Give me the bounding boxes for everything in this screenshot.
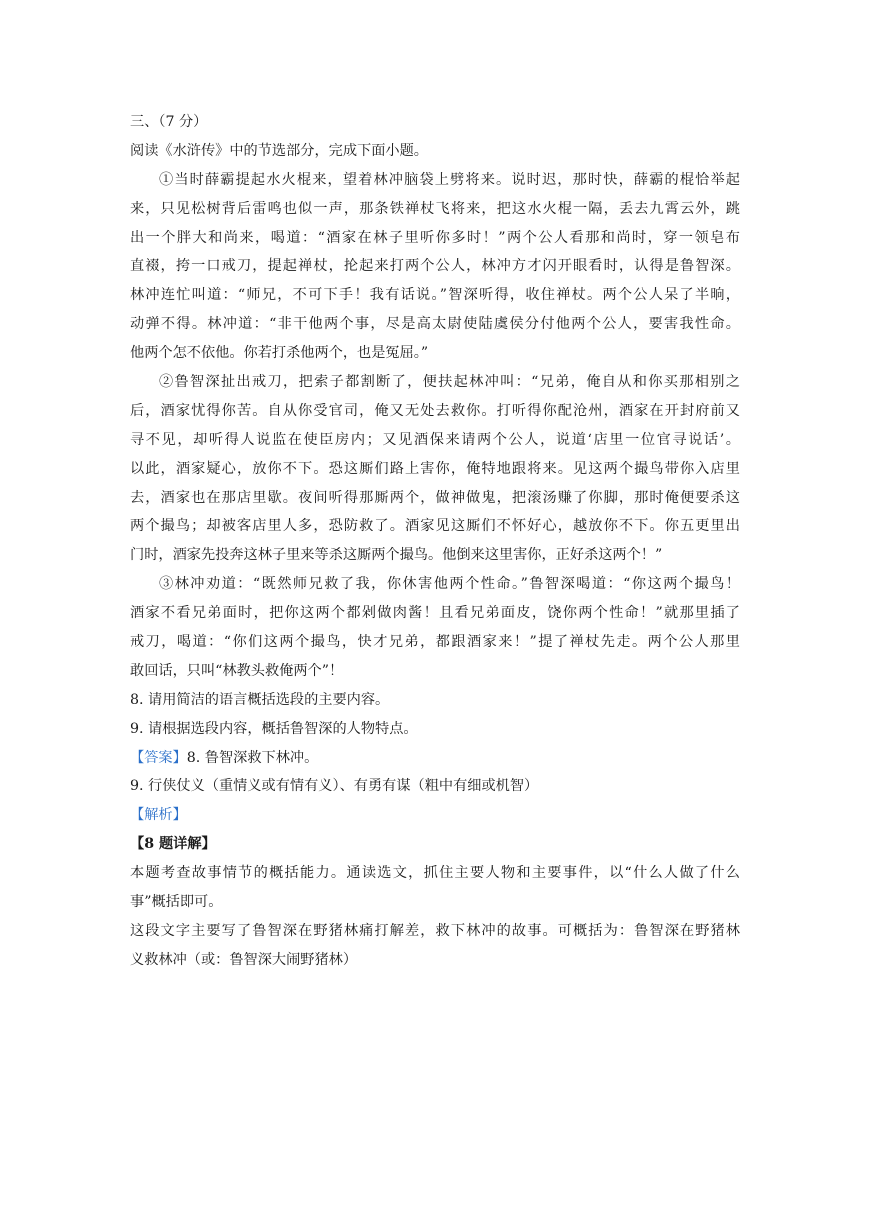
passage-line: 他两个怎不依他。你若打杀他两个，也是冤屈。” <box>130 345 429 362</box>
analysis-paragraph-2 <box>130 917 740 975</box>
answer-q8 <box>130 744 740 773</box>
passage-paragraph-3 <box>130 570 740 686</box>
analysis-tag: 【解析】 <box>130 807 187 824</box>
passage-line: 以此，酒家疑心，放你不下。恐这厮们路上害你，俺特地跟将来。见这两个撮鸟带你入店里 <box>130 460 740 477</box>
answer-q8-text: 8. 鲁智深救下林冲。 <box>186 749 319 766</box>
analysis-line: 本题考查故事情节的概括能力。通读选文，抓住主要人物和主要事件，以“什么人做了什么 <box>130 865 740 882</box>
section-header: 三、（7 分） <box>130 114 208 130</box>
passage-line: 后，酒家忧得你苦。自从你受官司，俺又无处去救你。打听得你配沧州，酒家在开封府前又 <box>130 402 740 419</box>
passage-line: 来，只见松树背后雷鸣也似一声，那条铁禅杖飞将来，把这水火棍一隔，丢去九霄云外，跳 <box>130 200 740 217</box>
passage-line: ②鲁智深扯出戒刀，把索子都割断了，便扶起林冲叫：“兄弟，俺自从和你买那相别之 <box>159 374 740 391</box>
passage-line: ①当时薛霸提起水火棍来，望着林冲脑袋上劈将来。说时迟，那时快，薛霸的棍恰举起 <box>159 171 740 188</box>
question-8: 8. 请用简洁的语言概括选段的主要内容。 <box>130 691 390 708</box>
question-9: 9. 请根据选段内容，概括鲁智深的人物特点。 <box>130 720 418 737</box>
passage-line: 直裰，挎一口戒刀，提起禅杖，抡起来打两个公人，林冲方才闪开眼看时，认得是鲁智深。 <box>130 258 740 275</box>
passage-paragraph-2 <box>130 368 740 570</box>
analysis-line: 事”概括即可。 <box>130 894 223 911</box>
passage-line: 出一个胖大和尚来，喝道：“酒家在林子里听你多时！”两个公人看那和尚时，穿一领皂布 <box>130 229 740 246</box>
analysis-q8-header: 【8 题详解】 <box>130 836 216 853</box>
passage-line: 两个撮鸟；却被客店里人多，恐防救了。酒家见这厮们不怀好心，越放你不下。你五更里出 <box>130 518 740 535</box>
document-page <box>130 108 740 975</box>
analysis-line: 这段文字主要写了鲁智深在野猪林痛打解差，救下林冲的故事。可概括为：鲁智深在野猪林 <box>130 922 740 939</box>
reading-instruction: 阅读《水浒传》中的节选部分，完成下面小题。 <box>130 142 428 159</box>
analysis-line: 义救林冲（或：鲁智深大闹野猪林） <box>130 951 358 968</box>
answer-q9: 9. 行侠仗义（重情义或有情有义）、有勇有谋（粗中有细或机智） <box>130 778 539 795</box>
passage-line: 寻不见，却听得人说监在使臣房内；又见酒保来请两个公人，说道‘店里一位官寻说话’。 <box>130 431 740 448</box>
passage-line: 去，酒家也在那店里歇。夜间听得那厮两个，做神做鬼，把滚汤赚了你脚，那时俺便要杀这 <box>130 489 740 506</box>
passage-line: 门时，酒家先投奔这林子里来等杀这厮两个撮鸟。他倒来这里害你，正好杀这两个！” <box>130 547 663 564</box>
passage-line: 酒家不看兄弟面时，把你这两个都剁做肉酱！且看兄弟面皮，饶你两个性命！”就那里插了 <box>130 605 740 622</box>
passage-line: 林冲连忙叫道：“师兄，不可下手！我有话说。”智深听得，收住禅杖。两个公人呆了半晌， <box>130 287 740 304</box>
passage-line: ③林冲劝道：“既然师兄救了我，你休害他两个性命。”鲁智深喝道：“你这两个撮鸟！ <box>159 576 740 593</box>
answer-tag: 【答案】 <box>130 749 187 766</box>
analysis-paragraph-1 <box>130 859 740 917</box>
passage-line: 动弹不得。林冲道：“非干他两个事，尽是高太尉使陆虞侯分付他两个公人，要害我性命。 <box>130 316 740 333</box>
passage-line: 戒刀，喝道：“你们这两个撮鸟，快才兄弟，都跟酒家来！”提了禅杖先走。两个公人那里 <box>130 634 740 651</box>
passage-paragraph-1 <box>130 166 740 368</box>
passage-line: 敢回话，只叫“林教头救俺两个”！ <box>130 662 344 679</box>
